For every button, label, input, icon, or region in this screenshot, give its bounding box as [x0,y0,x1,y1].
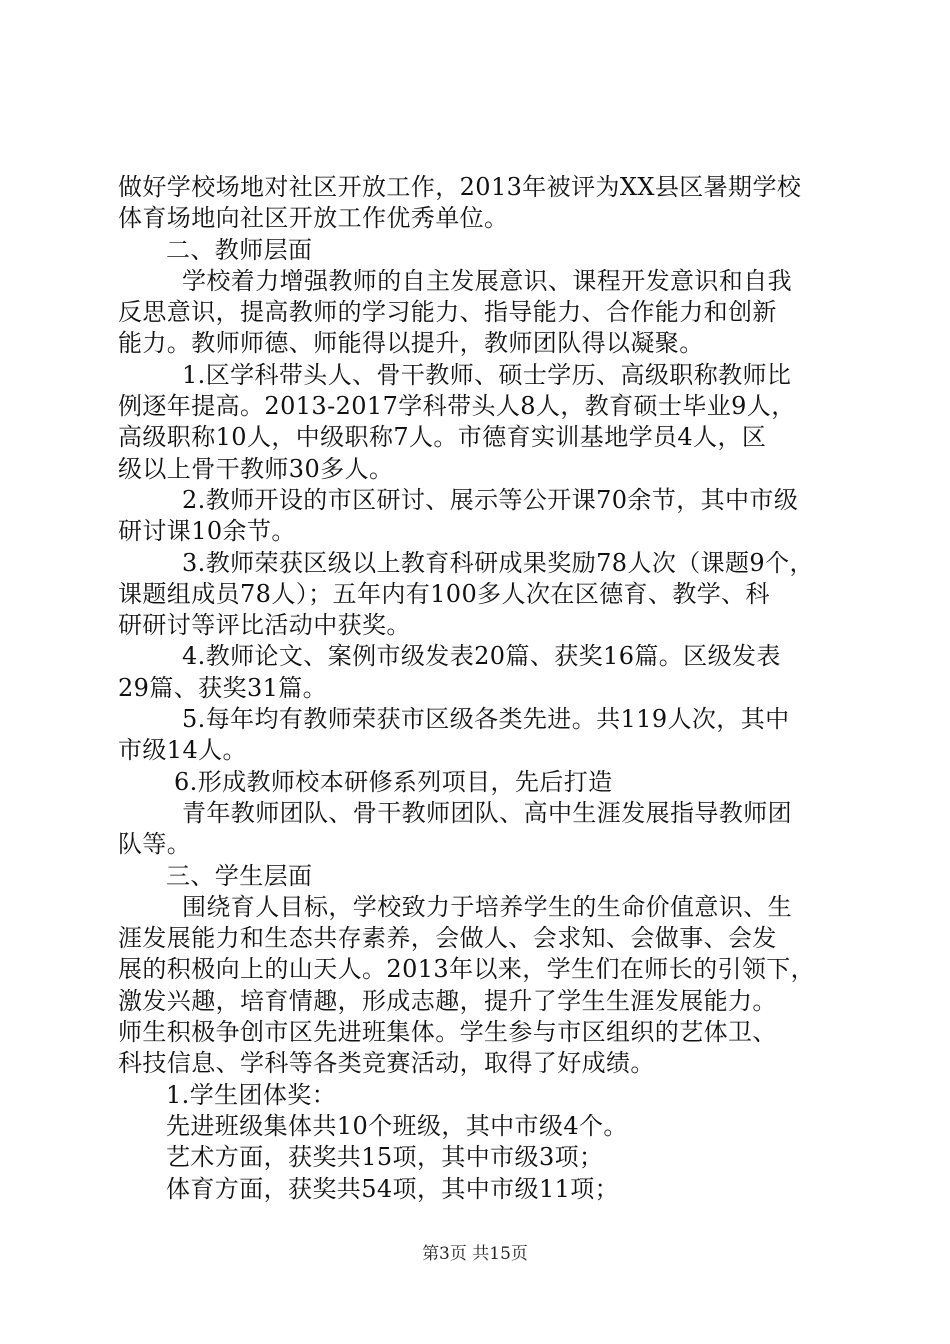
text-line: 二、教师层面 [166,235,313,264]
text-line: 队等。 [118,830,192,859]
text-line: 艺术方面，获奖共15项，其中市级3项； [166,1143,604,1172]
text-line: 能力。教师师德、师能得以提升，教师团队得以凝聚。 [118,329,704,358]
text-line: 级以上骨干教师30多人。 [118,454,394,483]
text-line: 4.教师论文、案例市级发表20篇、获奖16篇。区级发表 [182,642,781,671]
text-line: 三、学生层面 [166,861,313,890]
text-line: 体育方面，获奖共54项，其中市级11项； [166,1174,620,1203]
text-line: 师生积极争创市区先进班集体。学生参与市区组织的艺体卫、 [118,1018,777,1047]
text-line: 学校着力增强教师的自主发展意识、课程开发意识和自我 [182,266,792,295]
text-line: 青年教师团队、骨干教师团队、高中生涯发展指导教师团 [182,798,792,827]
text-line: 课题组成员78人）；五年内有100多人次在区德育、教学、科 [118,579,770,608]
document-body [118,172,838,1205]
text-line: 1.学生团体奖： [166,1080,337,1109]
text-line: 5.每年均有教师荣获市区级各类先进。共119人次，其中 [182,705,790,734]
text-line: 研讨课10余节。 [118,517,296,546]
text-line: 科技信息、学科等各类竞赛活动，取得了好成绩。 [118,1049,655,1078]
page-footer: 第3页 共15页 [422,1244,528,1264]
text-line: 6.形成教师校本研修系列项目，先后打造 [174,767,613,796]
text-line: 先进班级集体共10个班级，其中市级4个。 [166,1111,628,1140]
text-line: 体育场地向社区开放工作优秀单位。 [118,204,509,233]
text-line: 2.教师开设的市区研讨、展示等公开课70余节，其中市级 [182,485,799,514]
text-line: 激发兴趣，培育情趣，形成志趣，提升了学生生涯发展能力。 [118,986,777,1015]
text-line: 高级职称10人，中级职称7人。市德育实训基地学员4人，区 [118,423,767,452]
text-line: 1.区学科带头人、骨干教师、硕士学历、高级职称教师比 [182,360,792,389]
text-line: 例逐年提高。2013-2017学科带头人8人，教育硕士毕业9人， [118,392,796,421]
text-line: 反思意识，提高教师的学习能力、指导能力、合作能力和创新 [118,298,777,327]
text-line: 展的积极向上的山天人。2013年以来，学生们在师长的引领下， [118,955,816,984]
text-line: 涯发展能力和生态共存素养，会做人、会求知、会做事、会发 [118,924,777,953]
text-line: 围绕育人目标，学校致力于培养学生的生命价值意识、生 [182,892,792,921]
text-line: 市级14人。 [118,736,247,765]
text-line: 3.教师荣获区级以上教育科研成果奖励78人次（课题9个， [182,548,814,577]
text-line: 做好学校场地对社区开放工作，2013年被评为XX县区暑期学校 [118,173,802,201]
text-line: 研研讨等评比活动中获奖。 [118,611,411,640]
text-line: 29篇、获奖31篇。 [118,673,328,702]
